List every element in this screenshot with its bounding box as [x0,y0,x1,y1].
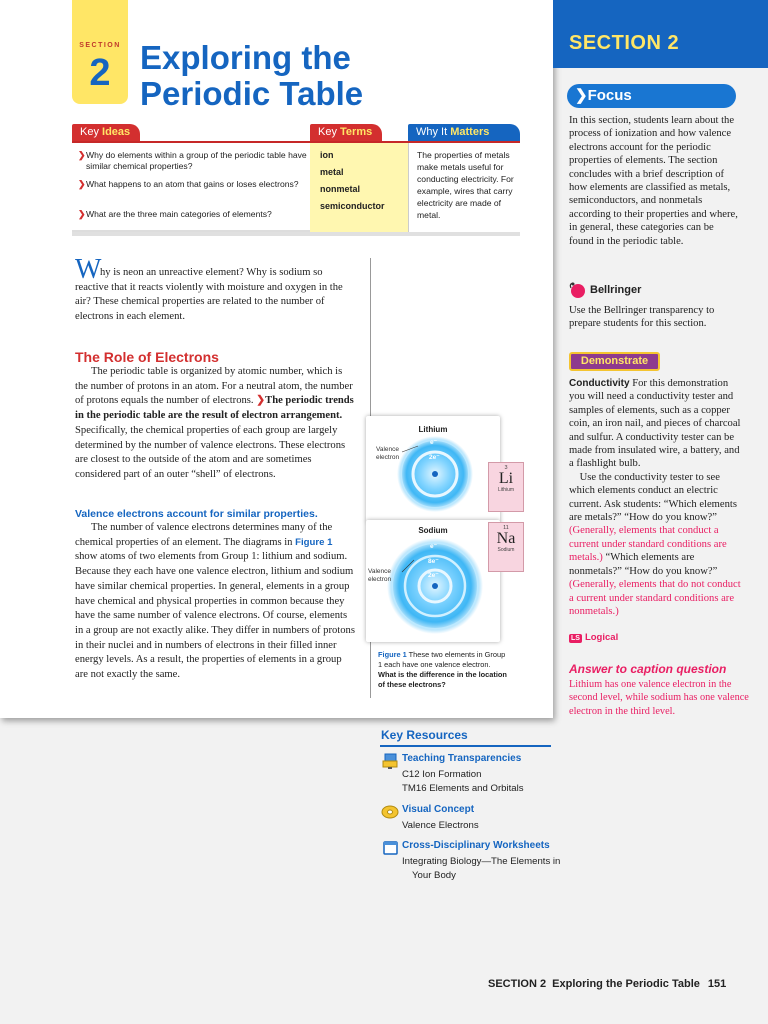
focus-label: ❯Focus [567,84,736,108]
resource-line: C12 Ion Formation [402,769,482,780]
key-term: ion [320,150,334,160]
key-box-shadow [72,232,520,236]
heading-valence-electrons: Valence electrons account for similar properties. [75,508,318,520]
lithium-outer-shell-label: e⁻ [430,439,438,446]
logical-learning-style-tag: LS Logical [571,632,619,643]
page-footer: SECTION 2 Exploring the Periodic Table 151 [488,978,727,990]
key-box [72,124,520,232]
key-term: semiconductor [320,201,385,211]
sodium-label: Sodium [418,526,448,535]
arrow-icon: ❯ [256,395,266,407]
page-title-line-2: Periodic Table [140,75,364,112]
resource-title[interactable]: Visual Concept [402,804,475,815]
key-terms-header: Key Terms [310,124,382,141]
lithium-valence-label: Valence electron [376,446,400,461]
section-badge-label: SECTION [79,42,121,49]
figure-caption: Figure 1 These two elements in Group 1 each have one valence electron. What is the difference in the location of these electrons? [378,650,507,689]
worksheet-icon [381,839,399,857]
key-idea-item: ❯ Why do elements within a group of the periodic table have similar chemical properties? [78,150,307,171]
arrow-icon: ❯ [78,150,86,160]
bellringer-text: Use the Bellringer transparency to prepare students for this section. [569,305,715,330]
learning-style-icon: LS [571,635,580,642]
why-it-matters-column [408,143,520,232]
demonstrate-text: Conductivity For this demonstration you will need a conductivity tester and samples of elements, such as a copper coin, an iron nail, and pieces of charcoal and sulfur. A conductivity tester can be made from insulated wire, a battery, and a flashlight bulb. Use the conductivity tester to see which elements conduct an electric current. Ask students: “Which elements are metals?” “How do you know?” (Generally, elements that conduct a current under standard conditions are metals.) “Which elements are nonmetals?” “How do you know?” (Generally, elements that do not conduct a current under standard conditions are nonmetals.) [569,378,741,617]
key-resources-rule [380,745,551,747]
key-idea-item: ❯ What are the three main categories of elements? [78,209,272,219]
key-term: metal [320,167,344,177]
sodium-element-tile: 11 Na Sodium [488,522,524,572]
demonstrate-label: Demonstrate [569,352,660,371]
why-it-matters-text: The properties of metals make metals useful for conducting electricity. For example, wires that carry electricity are made of metal. [417,150,514,220]
bellringer-heading: Bellringer [590,284,642,296]
resource-title[interactable]: Teaching Transparencies [402,753,522,764]
figure-1 [366,416,536,689]
figure-reference-link[interactable]: Figure 1 [295,536,333,548]
teacher-section-title: SECTION 2 [569,32,680,54]
key-idea-item: ❯ What happens to an atom that gains or loses electrons? [78,179,299,189]
sodium-middle-shell-label: 8e⁻ [428,558,439,565]
why-it-matters-header: Why It Matters [408,124,520,141]
resource-line: Valence Electrons [402,820,479,831]
lithium-atom-illustration [366,416,500,522]
sodium-inner-shell-label: 2e⁻ [428,572,439,579]
bell-icon [568,281,586,299]
disc-icon [381,803,399,821]
sodium-diagram [366,520,500,642]
lithium-inner-shell-label: 2e⁻ [429,454,440,461]
intro-paragraph: hy is neon an unreactive element? Why is sodium so reactive that it reacts violently with moisture and oxygen in the air? These chemical properties are related to the number of electrons in each element. [75,267,343,323]
key-term: nonmetal [320,184,361,194]
arrow-icon: ❯ [78,209,86,219]
role-paragraph: The periodic table is organized by atomic number, which is the number of protons in an atom. For a neutral atom, the number of protons equals the number of electrons. ❯The periodic trends in the periodic table are the result of electron arrangement. Specifically, the chemical properties of each group are largely determined by the number of valence electrons. These electrons are closest to the outside of the atom and are sometimes considered part of an outer “shell” of electrons. [75,366,354,480]
key-ideas-header: Key Ideas [72,124,140,141]
key-ideas-column [72,143,310,232]
resource-line: Your Body [412,870,456,881]
answer-caption-heading: Answer to caption question [569,662,727,676]
resource-line: Integrating Biology—The Elements in [402,856,561,867]
sodium-outer-shell-label: e⁻ [430,543,438,550]
resource-title[interactable]: Cross-Disciplinary Worksheets [402,840,550,851]
section-badge-number: 2 [89,52,111,94]
lithium-element-tile: 3 Li Lithium [488,462,524,512]
chevron-right-icon: ❯ [575,87,588,104]
lithium-label: Lithium [418,425,448,434]
valence-paragraph: The number of valence electrons determines many of the chemical properties of an element. The diagrams in Figure 1 show atoms of two elements from Group 1: lithium and sodium. Because they each have one valence electron, lithium and sodium have similar chemical properties. In general, elements in a group have chemical and physical properties in common because they have the same number of valence electrons. Of course, elements in a group are not exactly alike. They differ in numbers of protons in their nuclei and in numbers of electrons in their filled inner energy levels. As a result, the properties of elements in a group are not exactly the same. [75,522,355,681]
transparency-icon [381,752,399,770]
lithium-diagram [366,416,500,522]
sodium-valence-label: Valence electron [368,568,392,583]
focus-text: In this section, students learn about the process of ionization and how valence electrons account for the periodic properties of elements. The section concludes with a brief description of how elements are classified as metals, semiconductors, and nonmetals according to their properties and where, in general, these categories can be found in the periodic table. [569,115,738,247]
answer-caption-text: Lithium has one valence electron in the second level, while sodium has one valence electron in the third level. [569,679,749,717]
resource-line: TM16 Elements and Orbitals [402,783,524,794]
drop-cap: W [75,254,102,285]
heading-role-of-electrons: The Role of Electrons [75,349,219,365]
arrow-icon: ❯ [78,179,86,189]
page-title-line-1: Exploring the [140,39,351,76]
key-terms-column [310,143,408,232]
page-number: 151 [707,978,727,990]
section-badge [72,0,128,104]
key-resources-heading: Key Resources [381,728,468,742]
page-title [140,40,440,112]
